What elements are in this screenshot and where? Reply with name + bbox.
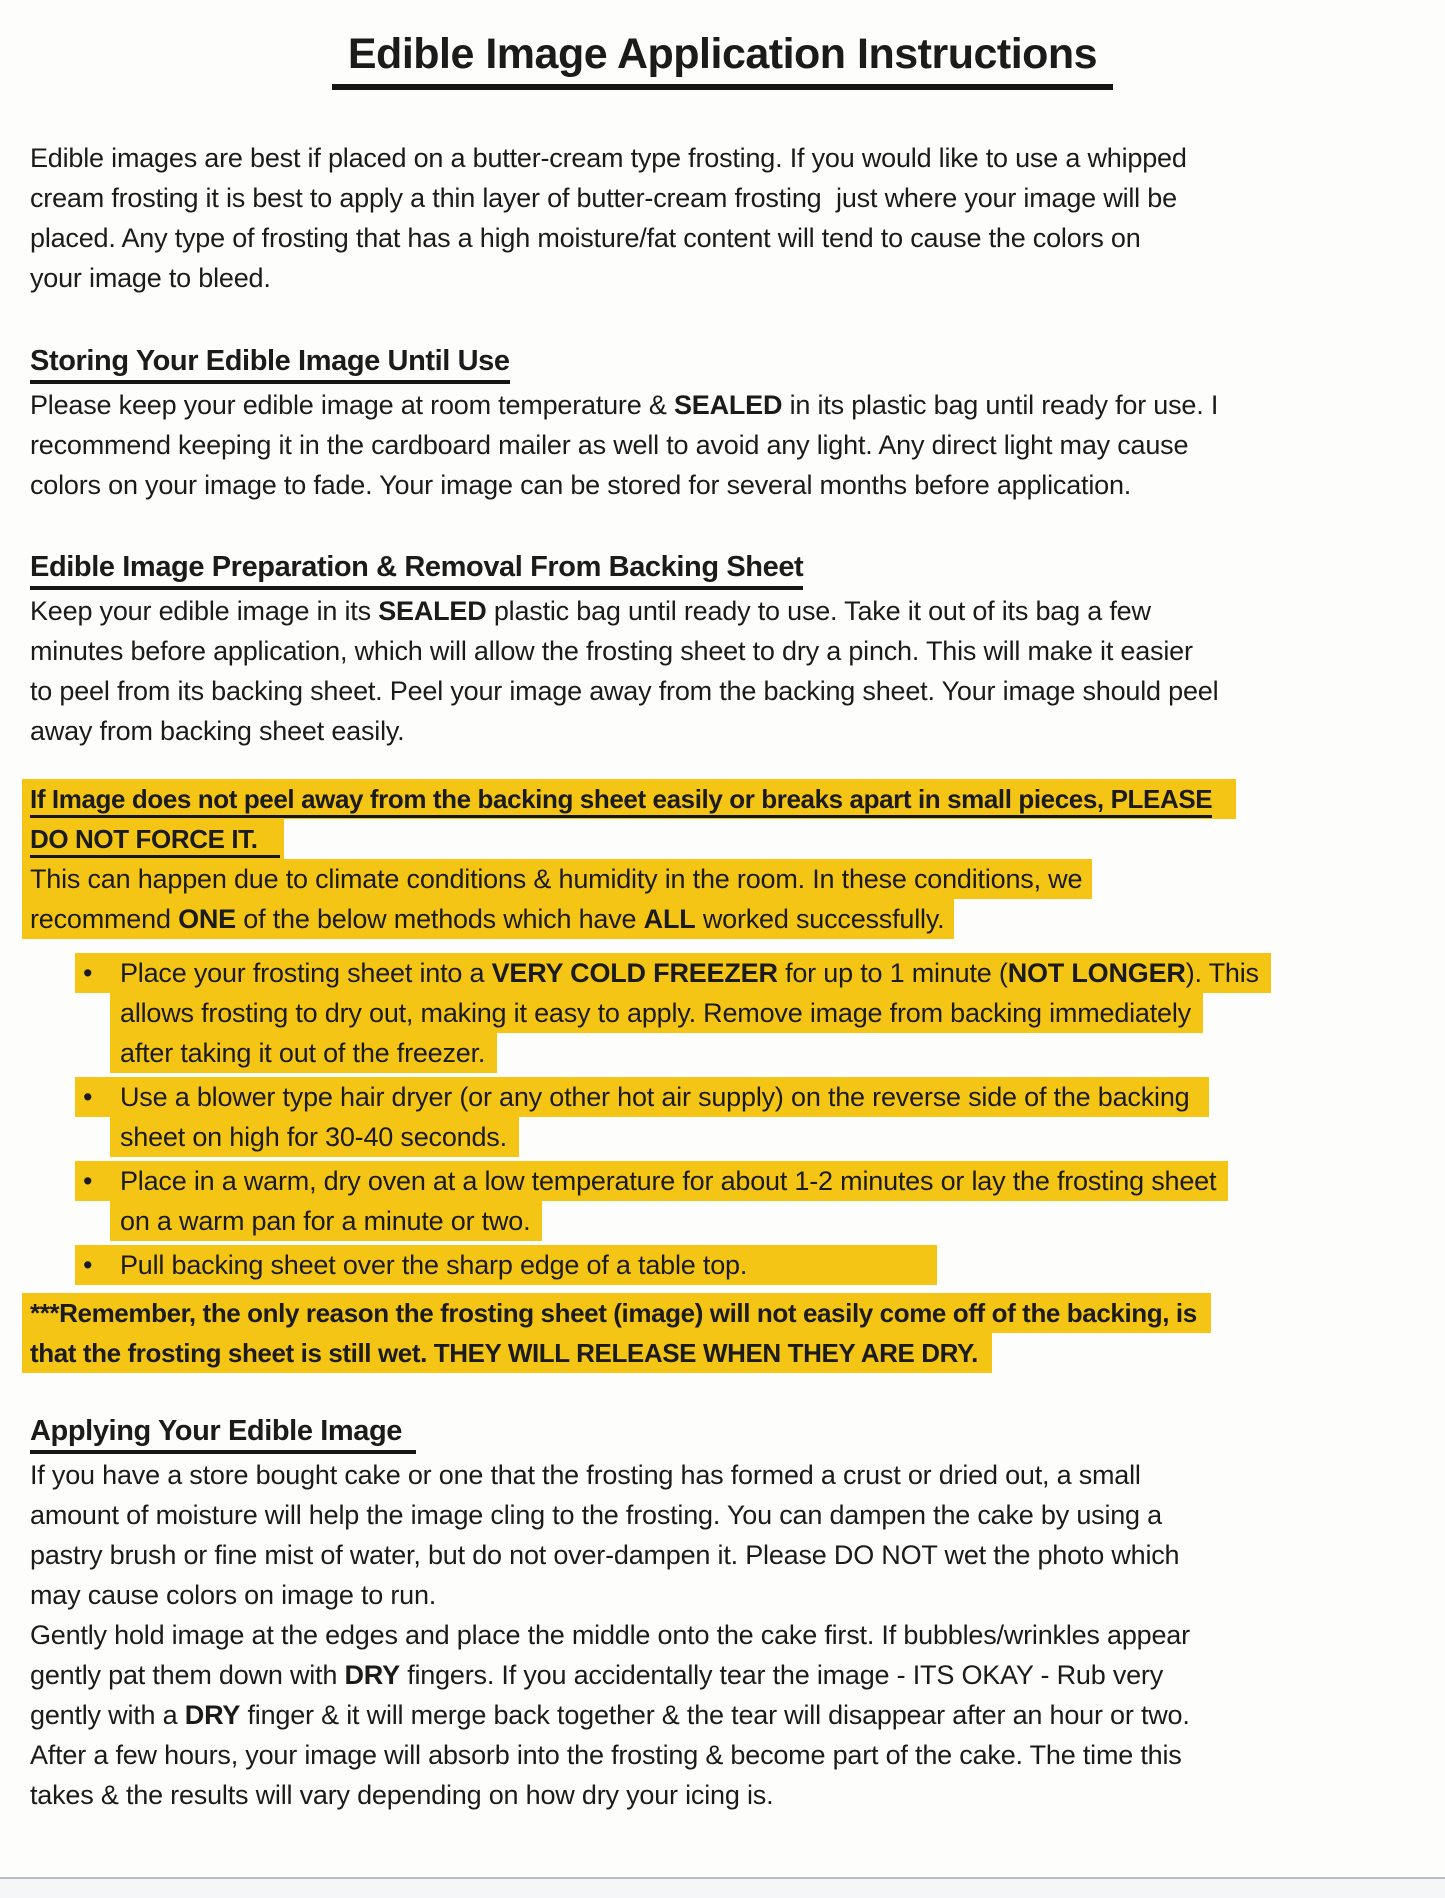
text-line bbox=[30, 425, 1415, 465]
text-line bbox=[30, 1333, 1415, 1373]
text-line bbox=[30, 1201, 1415, 1241]
text-span bbox=[30, 218, 1141, 258]
text-run: This can happen due to climate conditions & humidity in the room. In these conditions, we bbox=[30, 864, 1083, 894]
text-run: that the frosting sheet is still wet. THEY WILL RELEASE WHEN THEY ARE DRY. bbox=[30, 1338, 978, 1368]
text-run: allows frosting to dry out, making it easy to apply. Remove image from backing immediately bbox=[120, 998, 1191, 1028]
text-run: gently pat them down with bbox=[30, 1660, 345, 1690]
heading-preparation bbox=[30, 549, 1415, 591]
text-run: DRY bbox=[344, 1660, 400, 1690]
highlight-span bbox=[110, 1117, 519, 1157]
text-run: away from backing sheet easily. bbox=[30, 716, 405, 746]
text-line bbox=[30, 631, 1415, 671]
text-run: fingers. If you accidentally tear the image - ITS OKAY - Rub very bbox=[399, 1660, 1164, 1690]
underlined-text bbox=[30, 784, 1212, 818]
text-line bbox=[30, 258, 1415, 298]
text-line bbox=[30, 993, 1415, 1033]
bullet-icon: • bbox=[83, 958, 93, 988]
warning-heading-paragraph bbox=[30, 779, 1415, 859]
text-line bbox=[30, 779, 1415, 819]
text-run: for up to 1 minute ( bbox=[777, 958, 1008, 988]
text-run: SEALED bbox=[378, 596, 487, 626]
text-span bbox=[30, 631, 1193, 671]
text-run: cream frosting it is best to apply a thin layer of butter-cream frosting just where your image will be bbox=[30, 183, 1177, 213]
text-line bbox=[30, 1033, 1415, 1073]
text-line bbox=[30, 138, 1415, 178]
text-run: of the below methods which have bbox=[235, 904, 644, 934]
text-line bbox=[30, 953, 1415, 993]
text-span bbox=[30, 138, 1187, 178]
text-run: may cause colors on image to run. bbox=[30, 1580, 437, 1610]
text-span bbox=[30, 591, 1151, 631]
highlight-span bbox=[22, 899, 954, 939]
text-run: ONE bbox=[178, 904, 236, 934]
intro-paragraph bbox=[30, 138, 1415, 298]
text-run: finger & it will merge back together & the tear will disappear after an hour or two. bbox=[240, 1700, 1190, 1730]
text-run: DO NOT FORCE IT. bbox=[30, 824, 258, 854]
text-span bbox=[30, 1615, 1190, 1655]
text-run: on a warm pan for a minute or two. bbox=[120, 1206, 531, 1236]
text-run: worked successfully. bbox=[695, 904, 945, 934]
heading-applying bbox=[30, 1413, 1415, 1455]
text-run: DRY bbox=[184, 1700, 241, 1730]
text-span bbox=[30, 1535, 1179, 1575]
highlight-span bbox=[75, 1161, 1228, 1201]
text-run: recommend bbox=[30, 904, 179, 934]
text-run: Pull backing sheet over the sharp edge of a table top. bbox=[120, 1250, 748, 1280]
text-span bbox=[30, 711, 404, 751]
highlight-span bbox=[110, 993, 1203, 1033]
bullet-oven bbox=[30, 1161, 1415, 1241]
text-run: If Image does not peel away from the backing sheet easily or breaks apart in small pieces, PLEASE bbox=[30, 784, 1213, 814]
text-run: placed. Any type of frosting that has a high moisture/fat content will tend to cause the colors on bbox=[30, 223, 1141, 253]
text-line bbox=[30, 1455, 1415, 1495]
text-run: VERY COLD FREEZER bbox=[491, 958, 778, 988]
text-span bbox=[30, 425, 1188, 465]
page-bottom-strip bbox=[0, 1879, 1445, 1898]
text-line bbox=[30, 819, 1415, 859]
page-bottom-edge bbox=[0, 1877, 1445, 1879]
warning-body-paragraph bbox=[30, 859, 1415, 939]
highlight-span bbox=[75, 953, 1271, 993]
text-run: Edible images are best if placed on a butter-cream type frosting. If you would like to use a whipped bbox=[30, 143, 1187, 173]
text-line bbox=[30, 859, 1415, 899]
highlight-span bbox=[22, 1333, 992, 1373]
highlight-span bbox=[75, 1245, 937, 1285]
text-run: Please keep your edible image at room temperature & bbox=[30, 390, 674, 420]
text-line bbox=[30, 1655, 1415, 1695]
heading-storing bbox=[30, 343, 1415, 385]
text-line bbox=[30, 1695, 1415, 1735]
text-line bbox=[30, 711, 1415, 751]
text-line bbox=[30, 899, 1415, 939]
bullet-icon: • bbox=[83, 1166, 93, 1196]
text-run: amount of moisture will help the image cling to the frosting. You can dampen the cake by using a bbox=[30, 1500, 1162, 1530]
text-line bbox=[30, 218, 1415, 258]
storing-paragraph bbox=[30, 385, 1415, 505]
text-span bbox=[30, 1695, 1190, 1735]
text-span bbox=[30, 1775, 773, 1815]
text-run: to peel from its backing sheet. Peel your image away from the backing sheet. Your image should peel bbox=[30, 676, 1219, 706]
bullet-table-top bbox=[30, 1245, 1415, 1285]
text-run: sheet on high for 30-40 seconds. bbox=[120, 1122, 507, 1152]
highlight-span bbox=[22, 859, 1092, 899]
text-run: recommend keeping it in the cardboard mailer as well to avoid any light. Any direct light may cause bbox=[30, 430, 1189, 460]
remember-paragraph bbox=[30, 1293, 1415, 1373]
text-span bbox=[30, 1735, 1182, 1775]
text-run: in its plastic bag until ready for use. I bbox=[782, 390, 1219, 420]
text-run: ALL bbox=[643, 904, 696, 934]
text-line bbox=[30, 1575, 1415, 1615]
text-line bbox=[30, 671, 1415, 711]
text-run: ). This bbox=[1185, 958, 1259, 988]
text-line bbox=[30, 1161, 1415, 1201]
text-run: your image to bleed. bbox=[30, 263, 271, 293]
section-heading-text: Edible Image Preparation & Removal From Backing Sheet bbox=[30, 549, 803, 590]
text-run: Place your frosting sheet into a bbox=[120, 958, 492, 988]
highlight-span bbox=[22, 819, 284, 859]
bullet-icon: • bbox=[83, 1250, 93, 1280]
section-heading-text: Applying Your Edible Image bbox=[30, 1413, 416, 1454]
text-span bbox=[30, 1655, 1163, 1695]
bullet-hair-dryer bbox=[30, 1077, 1415, 1157]
text-run: plastic bag until ready to use. Take it out of its bag a few bbox=[486, 596, 1151, 626]
text-run: after taking it out of the freezer. bbox=[120, 1038, 486, 1068]
text-line bbox=[30, 1077, 1415, 1117]
text-span bbox=[30, 1495, 1162, 1535]
document-page bbox=[0, 28, 1445, 1898]
text-span bbox=[30, 465, 1131, 505]
text-run: colors on your image to fade. Your image can be stored for several months before application. bbox=[30, 470, 1132, 500]
text-span bbox=[30, 258, 271, 298]
page-title bbox=[30, 28, 1415, 90]
underlined-text bbox=[30, 824, 280, 858]
text-run: ***Remember, the only reason the frosting sheet (image) will not easily come off of the backing, is bbox=[30, 1298, 1197, 1328]
applying-paragraph bbox=[30, 1455, 1415, 1815]
bullet-icon: • bbox=[83, 1082, 93, 1112]
text-line bbox=[30, 178, 1415, 218]
text-line bbox=[30, 1775, 1415, 1815]
highlight-span bbox=[110, 1201, 542, 1241]
text-span bbox=[30, 385, 1218, 425]
text-run: gently with a bbox=[30, 1700, 185, 1730]
text-line bbox=[30, 1495, 1415, 1535]
text-run: Gently hold image at the edges and place the middle onto the cake first. If bubbles/wrinkles appear bbox=[30, 1620, 1190, 1650]
highlight-span bbox=[22, 779, 1236, 819]
text-run: minutes before application, which will allow the frosting sheet to dry a pinch. This will make it easier bbox=[30, 636, 1193, 666]
text-span bbox=[30, 178, 1177, 218]
text-run: Keep your edible image in its bbox=[30, 596, 379, 626]
text-run: NOT LONGER bbox=[1007, 958, 1186, 988]
text-line bbox=[30, 1245, 1415, 1285]
text-line bbox=[30, 385, 1415, 425]
text-line bbox=[30, 1735, 1415, 1775]
text-line bbox=[30, 465, 1415, 505]
text-span bbox=[30, 1455, 1141, 1495]
highlight-span bbox=[22, 1293, 1211, 1333]
page-title-text: Edible Image Application Instructions bbox=[332, 28, 1113, 90]
text-run: Place in a warm, dry oven at a low temperature for about 1-2 minutes or lay the frosting sheet bbox=[120, 1166, 1217, 1196]
text-line bbox=[30, 1293, 1415, 1333]
text-line bbox=[30, 591, 1415, 631]
text-line bbox=[30, 1535, 1415, 1575]
preparation-paragraph bbox=[30, 591, 1415, 751]
text-line bbox=[30, 1117, 1415, 1157]
section-heading-text: Storing Your Edible Image Until Use bbox=[30, 343, 510, 384]
text-run: Use a blower type hair dryer (or any other hot air supply) on the reverse side of the backing bbox=[120, 1082, 1190, 1112]
text-run: pastry brush or fine mist of water, but do not over-dampen it. Please DO NOT wet the photo which bbox=[30, 1540, 1180, 1570]
text-span bbox=[30, 671, 1218, 711]
text-run: After a few hours, your image will absorb into the frosting & become part of the cake. The time this bbox=[30, 1740, 1182, 1770]
text-line bbox=[30, 1615, 1415, 1655]
text-run: If you have a store bought cake or one that the frosting has formed a crust or dried out, a small bbox=[30, 1460, 1141, 1490]
highlight-span bbox=[75, 1077, 1209, 1117]
text-run: SEALED bbox=[673, 390, 783, 420]
highlight-span bbox=[110, 1033, 497, 1073]
bullet-freezer bbox=[30, 953, 1415, 1073]
text-span bbox=[30, 1575, 436, 1615]
text-run: takes & the results will vary depending on how dry your icing is. bbox=[30, 1780, 774, 1810]
